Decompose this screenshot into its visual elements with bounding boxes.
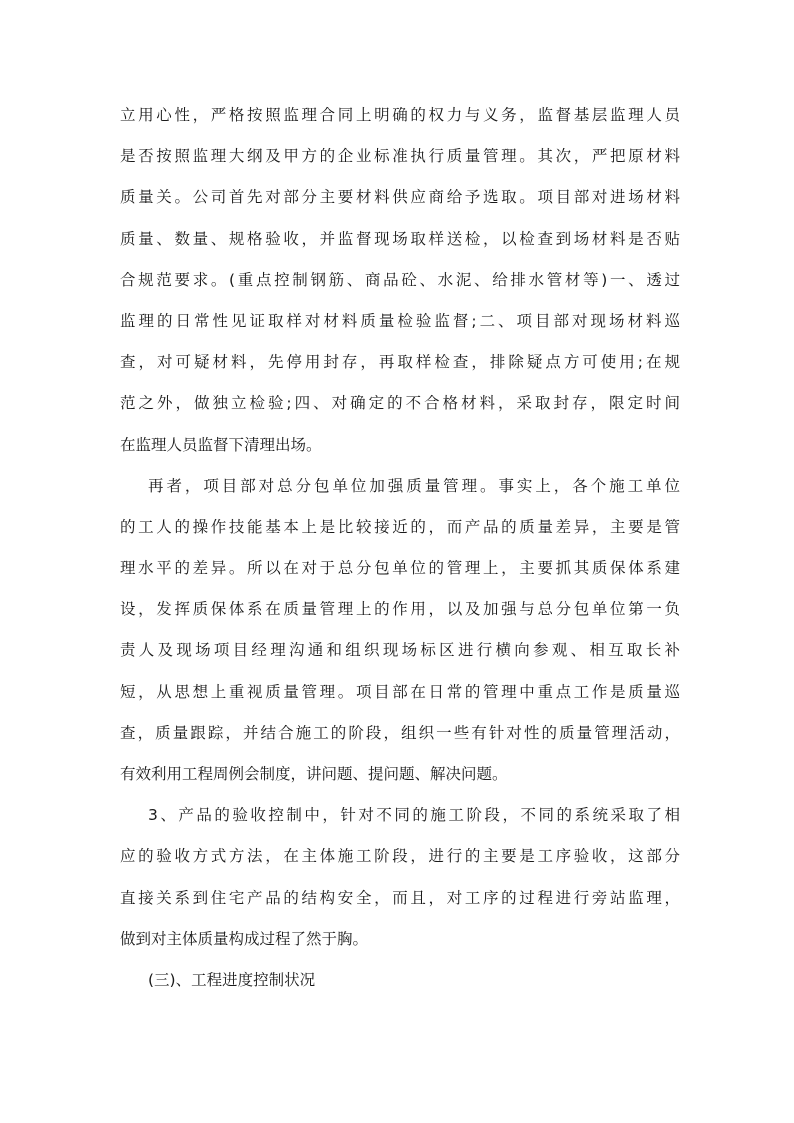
paragraph-subcontractor-management: [120, 466, 680, 796]
text-line: 应的验收方式方法，在主体施工阶段，进行的主要是工序验收，这部分: [120, 847, 680, 866]
text-line: 做到对主体质量构成过程了然于胸。: [120, 929, 369, 948]
text-line: 的工人的操作技能基本上是比较接近的，而产品的质量差异，主要是管: [120, 517, 680, 536]
text-line: 范之外，做独立检验;四、对确定的不合格材料，采取封存，限定时间: [120, 394, 680, 413]
document-page: [120, 95, 680, 1001]
text-line: 设，发挥质保体系在质量管理上的作用，以及加强与总分包单位第一负: [120, 600, 680, 619]
text-line: 合规范要求。(重点控制钢筋、商品砼、水泥、给排水管材等)一、透过: [120, 270, 680, 289]
text-line: 查，质量跟踪，并结合施工的阶段，组织一些有针对性的质量管理活动，: [120, 723, 680, 742]
section-heading: (三)、工程进度控制状况: [148, 970, 316, 989]
text-line: 是否按照监理大纲及甲方的企业标准执行质量管理。其次，严把原材料: [120, 147, 680, 166]
text-line: 质量关。公司首先对部分主要材料供应商给予选取。项目部对进场材料: [120, 188, 680, 207]
text-line: 查，对可疑材料，先停用封存，再取样检查，排除疑点方可使用;在规: [120, 353, 680, 372]
text-line: 3、产品的验收控制中，针对不同的施工阶段，不同的系统采取了相: [148, 806, 680, 825]
text-line: 监理的日常性见证取样对材料质量检验监督;二、项目部对现场材料巡: [120, 311, 680, 330]
text-line: 质量、数量、规格验收，并监督现场取样送检，以检查到场材料是否贴: [120, 229, 680, 248]
paragraph-material-quality: [120, 95, 680, 466]
text-line: 责人及现场项目经理沟通和组织现场标区进行横向参观、相互取长补: [120, 641, 680, 660]
text-line: 有效利用工程周例会制度，讲问题、提问题、解决问题。: [120, 765, 508, 783]
text-line: 短，从思想上重视质量管理。项目部在日常的管理中重点工作是质量巡: [120, 682, 680, 701]
paragraph-acceptance-control: [120, 795, 680, 960]
text-line: 理水平的差异。所以在对于总分包单位的管理上，主要抓其质保体系建: [120, 559, 680, 578]
text-line: 直接关系到住宅产品的结构安全，而且，对工序的过程进行旁站监理，: [120, 888, 680, 907]
text-line: 再者，项目部对总分包单位加强质量管理。事实上，各个施工单位: [148, 476, 680, 495]
text-line: 在监理人员监督下清理出场。: [120, 435, 322, 454]
text-line: 立用心性，严格按照监理合同上明确的权力与义务，监督基层监理人员: [120, 106, 680, 124]
section-heading-progress-control: [120, 960, 680, 1001]
